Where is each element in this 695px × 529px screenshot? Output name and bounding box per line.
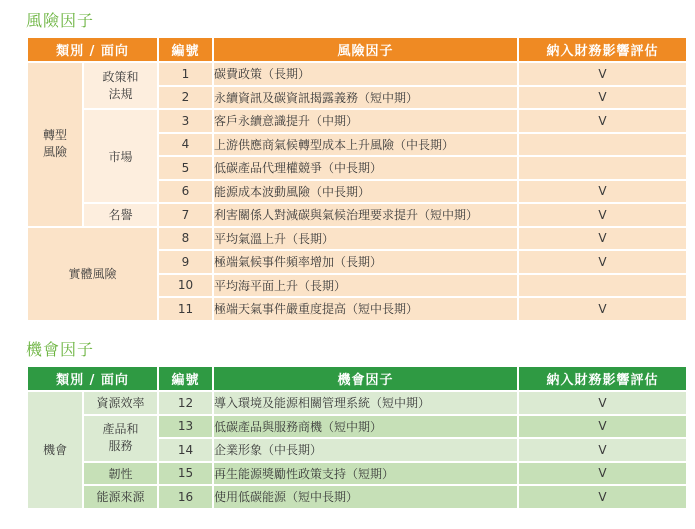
- table-row: [28, 416, 686, 440]
- table-header-row: [28, 367, 686, 392]
- table-row: [28, 228, 686, 252]
- row-assessed: V: [519, 204, 686, 228]
- table-row: [28, 392, 686, 416]
- row-assessed: V: [519, 251, 686, 275]
- row-factor: 能源成本波動風險（中長期）: [214, 181, 517, 205]
- subcategory-policy: 政策和 法規: [84, 63, 157, 110]
- row-number: 3: [159, 110, 212, 134]
- row-factor: 低碳產品代理權競爭（中長期）: [214, 157, 517, 181]
- row-factor: 低碳產品與服務商機（短中期）: [214, 416, 517, 440]
- header-financial-impact: 納入財務影響評估: [519, 38, 686, 63]
- row-factor: 極端氣候事件頻率增加（長期）: [214, 251, 517, 275]
- header-factor: 機會因子: [214, 367, 517, 392]
- row-number: 10: [159, 275, 212, 299]
- row-factor: 上游供應商氣候轉型成本上升風險（中長期）: [214, 134, 517, 158]
- row-assessed: V: [519, 87, 686, 111]
- row-factor: 平均海平面上升（長期）: [214, 275, 517, 299]
- row-number: 4: [159, 134, 212, 158]
- row-number: 13: [159, 416, 212, 440]
- row-assessed: [519, 275, 686, 299]
- subcategory-energy-source: 能源來源: [84, 486, 157, 510]
- row-assessed: V: [519, 228, 686, 252]
- table-header-row: [28, 38, 686, 63]
- row-factor: 企業形象（中長期）: [214, 439, 517, 463]
- table-row: [28, 486, 686, 510]
- row-factor: 客戶永續意識提升（中期）: [214, 110, 517, 134]
- table-row: [28, 463, 686, 487]
- row-factor: 導入環境及能源相關管理系統（短中期）: [214, 392, 517, 416]
- table-row: [28, 63, 686, 87]
- row-factor: 再生能源獎勵性政策支持（短期）: [214, 463, 517, 487]
- row-assessed: V: [519, 439, 686, 463]
- row-number: 8: [159, 228, 212, 252]
- row-assessed: V: [519, 181, 686, 205]
- category-transition-risk: 轉型 風險: [28, 63, 82, 228]
- row-number: 12: [159, 392, 212, 416]
- table-row: [28, 110, 686, 134]
- row-factor: 利害關係人對減碳與氣候治理要求提升（短中期）: [214, 204, 517, 228]
- row-assessed: [519, 157, 686, 181]
- row-factor: 平均氣溫上升（長期）: [214, 228, 517, 252]
- header-number: 編號: [159, 367, 212, 392]
- header-number: 編號: [159, 38, 212, 63]
- opportunity-factor-table: [26, 367, 688, 510]
- row-assessed: V: [519, 463, 686, 487]
- row-number: 15: [159, 463, 212, 487]
- row-factor: 使用低碳能源（短中長期）: [214, 486, 517, 510]
- row-number: 2: [159, 87, 212, 111]
- subcategory-reputation: 名譽: [84, 204, 157, 228]
- row-number: 9: [159, 251, 212, 275]
- row-factor: 碳費政策（長期）: [214, 63, 517, 87]
- row-assessed: V: [519, 392, 686, 416]
- category-opportunity: 機會: [28, 392, 82, 510]
- header-financial-impact: 納入財務影響評估: [519, 367, 686, 392]
- row-factor: 極端天氣事件嚴重度提高（短中長期）: [214, 298, 517, 322]
- risk-section-title: 風險因子: [26, 11, 95, 30]
- header-factor: 風險因子: [214, 38, 517, 63]
- header-category: 類別 / 面向: [28, 367, 157, 392]
- row-assessed: V: [519, 63, 686, 87]
- row-number: 5: [159, 157, 212, 181]
- opportunity-section-title: 機會因子: [26, 340, 95, 359]
- subcategory-market: 市場: [84, 110, 157, 204]
- header-category: 類別 / 面向: [28, 38, 157, 63]
- subcategory-resilience: 韌性: [84, 463, 157, 487]
- row-assessed: V: [519, 298, 686, 322]
- category-physical-risk: 實體風險: [28, 228, 157, 322]
- row-number: 6: [159, 181, 212, 205]
- row-assessed: [519, 134, 686, 158]
- subcategory-resource-efficiency: 資源效率: [84, 392, 157, 416]
- row-number: 16: [159, 486, 212, 510]
- risk-factor-table: [26, 38, 688, 322]
- row-assessed: V: [519, 110, 686, 134]
- subcategory-products-services: 產品和 服務: [84, 416, 157, 463]
- row-number: 1: [159, 63, 212, 87]
- row-number: 7: [159, 204, 212, 228]
- row-factor: 永續資訊及碳資訊揭露義務（短中期）: [214, 87, 517, 111]
- row-number: 14: [159, 439, 212, 463]
- row-assessed: V: [519, 416, 686, 440]
- row-number: 11: [159, 298, 212, 322]
- row-assessed: V: [519, 486, 686, 510]
- table-row: [28, 204, 686, 228]
